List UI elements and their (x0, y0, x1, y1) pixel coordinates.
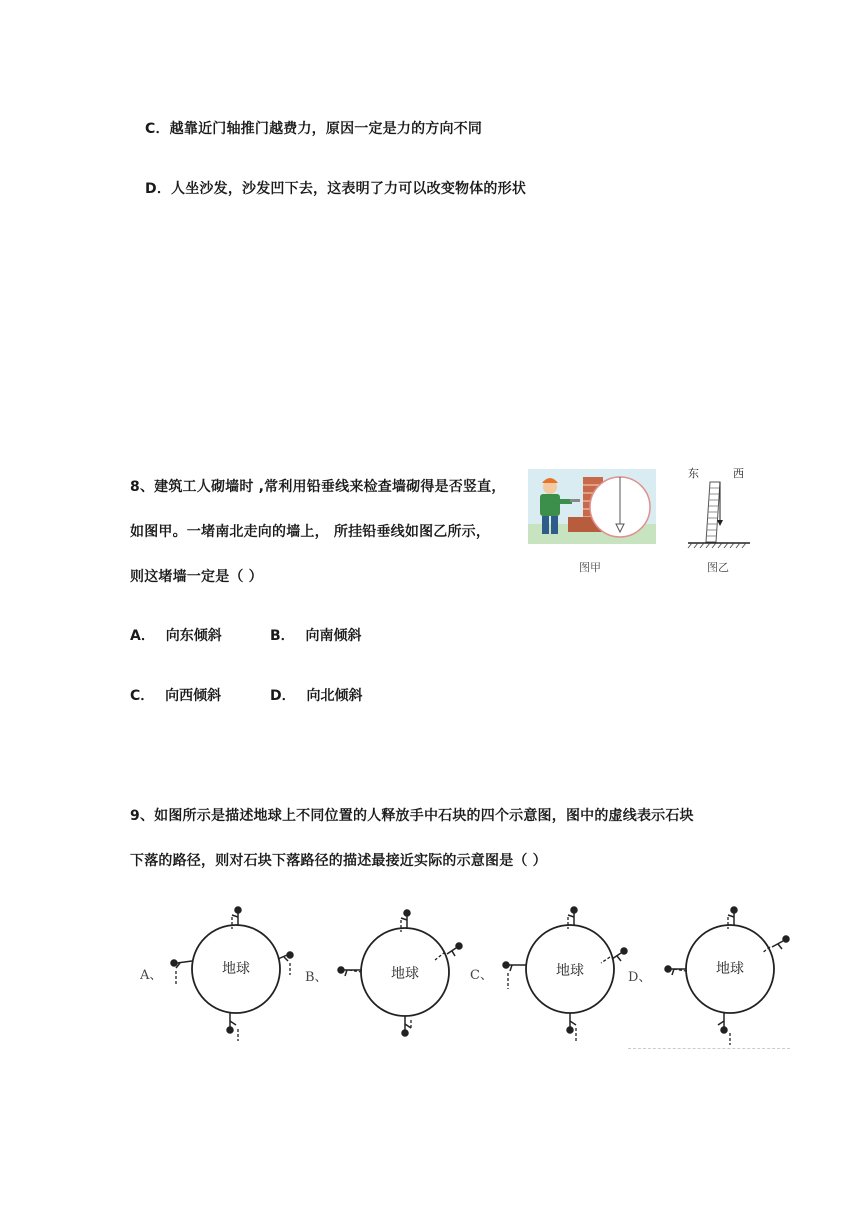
diagram-a (166, 903, 306, 1043)
plumb-bob (717, 520, 723, 526)
diagram-a-tag: A、 (140, 968, 163, 983)
diagram-c (500, 903, 640, 1043)
q8-option-d-text: 向北倾斜 (306, 688, 363, 704)
q8-option-a-text: 向东倾斜 (165, 628, 222, 644)
q8-option-c-label: C． (130, 688, 155, 704)
q8-option-b-label: B． (270, 628, 295, 644)
q9-stem-line2: 下落的路径，则对石块下落路径的描述最接近实际的示意图是（ ） (130, 853, 547, 869)
east-label: 东 (688, 467, 699, 480)
diagram-d-tag: D、 (628, 970, 652, 985)
person-top (232, 907, 241, 925)
person-right (772, 936, 789, 949)
person-bottom (402, 1016, 411, 1036)
person-left (338, 967, 361, 976)
q8-option-b-text: 向南倾斜 (305, 628, 362, 644)
q8-option-c (130, 685, 221, 705)
q8-option-b (270, 625, 362, 645)
person-right (447, 943, 462, 956)
q7-option-d: D．人坐沙发，沙发凹下去，这表明了力可以改变物体的形状 (145, 181, 527, 197)
earth-label: 地球 (716, 961, 744, 977)
diagram-d (660, 903, 800, 1043)
figure-yi-illustration (686, 478, 756, 550)
q8-option-a-label: A． (130, 628, 155, 644)
q8-option-d-label: D． (270, 688, 296, 704)
diagram-c-tag: C、 (470, 968, 493, 983)
figure-yi-caption: 图乙 (707, 561, 729, 574)
q9-stem-line1: 9、如图所示是描述地球上不同位置的人释放手中石块的四个示意图，图中的虚线表示石块 (130, 808, 694, 824)
earth-label: 地球 (556, 963, 584, 979)
person-left (171, 960, 192, 968)
q8-stem-line1: 8、建筑工人砌墙时 ,常利用铅垂线来检查墙砌得是否竖直， (130, 479, 506, 495)
q8-option-c-text: 向西倾斜 (165, 688, 222, 704)
q8-stem-line3: 则这堵墙一定是（ ） (130, 569, 263, 585)
person-bottom (567, 1013, 576, 1033)
q7-option-c: C．越靠近门轴推门越费力，原因一定是力的方向不同 (145, 121, 483, 137)
plumb-line-magnifier (590, 477, 650, 537)
q8-stem-line2: 如图甲。一堵南北走向的墙上， 所挂铅垂线如图乙所示， (130, 524, 491, 540)
faint-divider (628, 1048, 790, 1049)
person-right (612, 948, 627, 961)
earth-label: 地球 (222, 961, 250, 977)
person-left (503, 962, 526, 971)
q8-option-d (270, 685, 363, 705)
diagram-b (335, 906, 475, 1046)
person-bottom (227, 1013, 236, 1033)
person-bottom (718, 1013, 727, 1033)
figure-jia-illustration (528, 469, 656, 544)
diagram-b-tag: B、 (305, 970, 328, 985)
tilted-wall (706, 482, 720, 542)
person-right (278, 952, 293, 961)
person-top (401, 910, 410, 928)
earth-label: 地球 (391, 966, 419, 982)
person-top (568, 907, 577, 925)
q8-option-a (130, 625, 222, 645)
figure-jia-caption: 图甲 (579, 561, 601, 574)
person-top (728, 907, 737, 925)
person-left (665, 966, 686, 975)
west-label: 西 (733, 467, 744, 480)
